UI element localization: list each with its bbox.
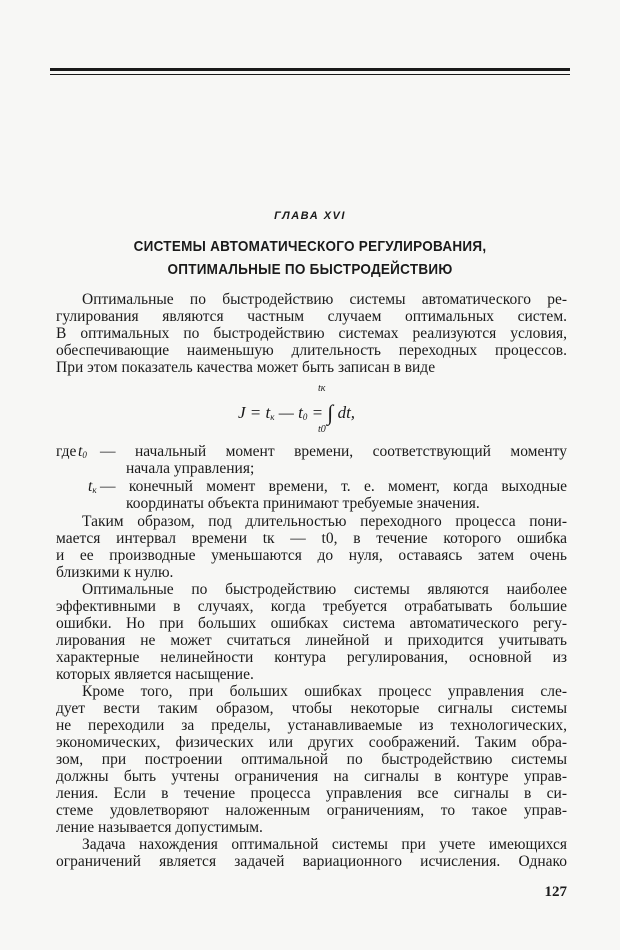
definition-tk-cont	[56, 495, 567, 512]
definition-tk	[56, 478, 567, 495]
text-line: ограничений является задачей вариационного исчисления. Однако	[56, 853, 567, 870]
text-line: Оптимальные по быстродействию системы являются наиболее	[82, 581, 567, 598]
text-line: При этом показатель качества может быть записан в виде	[56, 359, 436, 376]
chapter-title-line: СИСТЕМЫ АВТОМАТИЧЕСКОГО РЕГУЛИРОВАНИЯ,	[133, 238, 487, 255]
chapter-title-line: ОПТИМАЛЬНЫЕ ПО БЫСТРОДЕЙСТВИЮ	[167, 261, 453, 278]
header-rule-thin	[50, 74, 570, 75]
text-line: Кроме того, при больших ошибках процесс управления сле-	[82, 683, 567, 700]
text-line: должны быть учтены ограничения на сигналы в контуре управ-	[56, 768, 567, 785]
text-line: не переходили за пределы, устанавливаемые из технологических,	[56, 717, 567, 734]
integral-upper-limit: tк	[318, 383, 326, 394]
where-label: где	[56, 443, 77, 460]
text-line: Оптимальные по быстродействию системы автоматического ре-	[82, 291, 567, 308]
paragraph	[56, 683, 567, 836]
header-rule-thick	[50, 68, 570, 71]
formula-sub-k: к	[270, 412, 275, 422]
definition-t0-cont	[56, 460, 567, 477]
page-number: 127	[544, 884, 567, 900]
definition-t0	[56, 443, 567, 460]
text-line: В оптимальных по быстродействию системах реализуются условия,	[56, 325, 567, 342]
text-line: Таким образом, под длительностью переходного процесса пони-	[82, 513, 567, 530]
formula	[238, 398, 355, 424]
tk-symbol: $t_к$	[88, 477, 97, 495]
text-line: зом, при построении оптимальной по быстродействию системы	[56, 751, 567, 768]
formula-lhs: J = t	[238, 403, 271, 422]
body-text	[56, 513, 567, 870]
paragraph	[56, 836, 567, 870]
chapter-title	[31, 235, 589, 281]
t0-description: — начальный момент времени, соответствующий моменту	[100, 443, 567, 460]
paragraph	[56, 581, 567, 683]
text-line: характерные нелинейности контура регулирования, основной из	[56, 649, 567, 666]
integral-lower-limit: t0	[318, 424, 326, 435]
text-line: и ее производные уменьшаются до нуля, оставаясь затем очень	[56, 547, 567, 564]
text-line: эффективными в случаях, когда требуется отрабатывать большие	[56, 598, 567, 615]
definitions	[56, 443, 567, 513]
intro-paragraph	[56, 291, 567, 376]
paragraph	[56, 513, 567, 581]
text-line: мается интервал времени tк — t0, в течение которого ошибка	[56, 530, 567, 547]
tk-description-cont: координаты объекта принимают требуемые значения.	[126, 495, 480, 513]
text-line: Задача нахождения оптимальной системы при учете имеющихся	[82, 836, 567, 853]
t0-description-cont: начала управления;	[126, 460, 255, 478]
text-line: дует вести таким образом, чтобы некоторые сигналы системы	[56, 700, 567, 717]
t0-symbol: $t_0$	[78, 443, 87, 460]
text-line: гулирования являются частным случаем оптимальных систем.	[56, 308, 567, 325]
text-line: лирования не может считаться линейной и приходится учитывать	[56, 632, 567, 649]
formula-minus: — t	[274, 403, 303, 422]
formula-eq: =	[307, 403, 328, 422]
integral-sign: ∫	[327, 400, 334, 425]
text-line: ление называется допустимым.	[56, 819, 263, 836]
text-line: ления. Если в течение процесса управления все сигналы в си-	[56, 785, 567, 802]
text-line: которых является насыщение.	[56, 666, 254, 683]
chapter-label: ГЛАВА XVI	[274, 210, 346, 222]
text-line: ошибки. Но при больших ошибках система автоматического регу-	[56, 615, 567, 632]
text-line: стеме удовлетворяют наложенным ограничениям, то такое управ-	[56, 802, 567, 819]
text-line: экономических, физических или других соображений. Таким обра-	[56, 734, 567, 751]
text-line: обеспечивающие наименьшую длительность переходных процессов.	[56, 342, 567, 359]
text-line: близкими к нулю.	[56, 564, 174, 581]
tk-description: — конечный момент времени, т. е. момент, когда выходные	[100, 477, 567, 495]
formula-rhs: dt,	[337, 403, 356, 422]
formula-sub-0: 0	[302, 412, 308, 422]
